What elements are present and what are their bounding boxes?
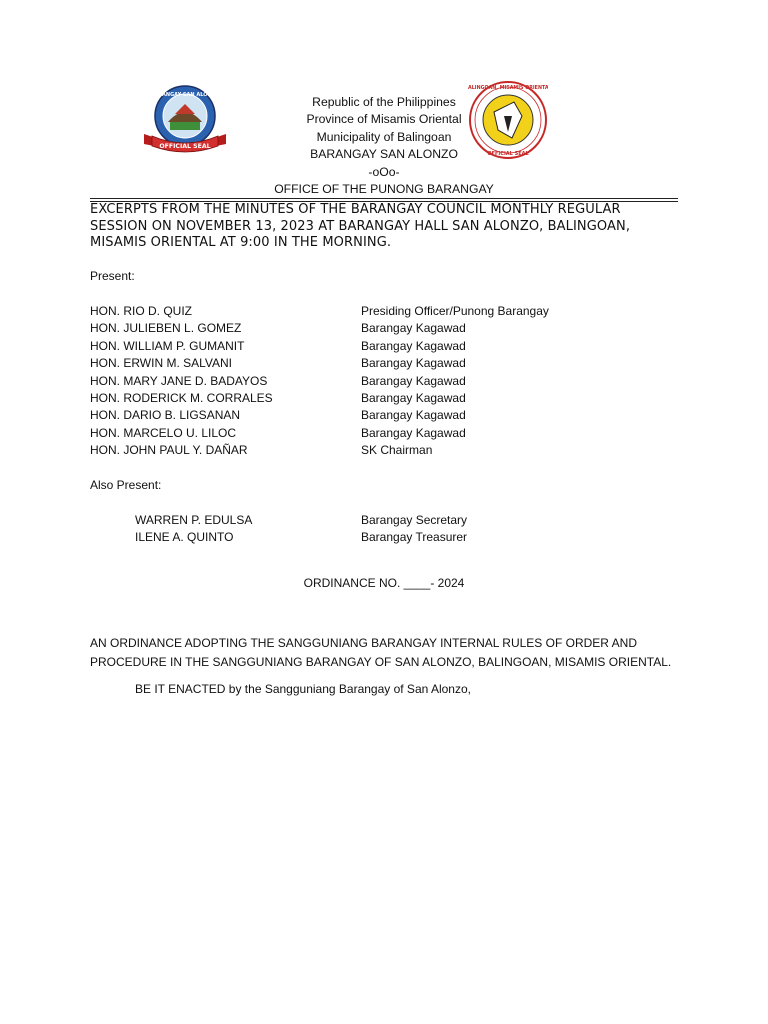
roster-row	[90, 390, 650, 407]
member-role: SK Chairman	[361, 443, 433, 458]
member-role: Barangay Kagawad	[361, 425, 466, 440]
left-seal-banner-text: OFFICIAL SEAL	[159, 143, 211, 150]
excerpt-line: SESSION ON NOVEMBER 13, 2023 AT BARANGAY HALL SAN ALONZO, BALINGOAN,	[90, 218, 631, 234]
member-role: Barangay Kagawad	[361, 408, 466, 423]
member-name: HON. DARIO B. LIGSANAN	[90, 408, 241, 423]
left-seal-ring-text: BARANGAY SAN ALONZO	[150, 92, 220, 98]
member-role: Barangay Kagawad	[361, 390, 466, 405]
member-role: Barangay Treasurer	[361, 530, 468, 545]
letterhead-separator: -oOo-	[368, 164, 400, 179]
barangay-seal-icon	[140, 84, 230, 158]
roster-row	[90, 320, 650, 337]
letterhead-municipality: Municipality of Balingoan	[316, 129, 452, 144]
letterhead-office: OFFICE OF THE PUNONG BARANGAY	[274, 182, 494, 197]
roster-row	[90, 512, 650, 529]
enacting-clause: BE IT ENACTED by the Sangguniang Barangay of San Alonzo,	[135, 682, 471, 696]
member-role: Barangay Secretary	[361, 513, 468, 527]
member-name: HON. WILLIAM P. GUMANIT	[90, 338, 245, 353]
member-role: Barangay Kagawad	[361, 373, 466, 388]
also-present-label: Also Present:	[90, 478, 162, 492]
member-name: WARREN P. EDULSA	[135, 513, 253, 527]
ordinance-number: ORDINANCE NO. ____- 2024	[303, 576, 465, 590]
municipal-seal-icon	[468, 80, 548, 160]
letterhead-province: Province of Misamis Oriental	[306, 112, 462, 127]
ordinance-title	[90, 634, 690, 671]
member-name: HON. MARCELO U. LILOC	[90, 425, 237, 440]
excerpt-line: EXCERPTS FROM THE MINUTES OF THE BARANGAY COUNCIL MONTHLY REGULAR	[90, 202, 621, 217]
roster-row	[90, 425, 650, 442]
excerpt-line: MISAMIS ORIENTAL AT 9:00 IN THE MORNING.	[90, 235, 392, 250]
roster-row	[90, 303, 650, 320]
header-rule-top	[90, 198, 678, 199]
member-name: HON. JOHN PAUL Y. DAÑAR	[90, 443, 248, 458]
present-roster	[90, 303, 650, 460]
member-name: HON. ERWIN M. SALVANI	[90, 356, 233, 371]
ordinance-title-line: AN ORDINANCE ADOPTING THE SANGGUNIANG BARANGAY INTERNAL RULES OF ORDER AND	[90, 636, 637, 650]
letterhead-country: Republic of the Philippines	[312, 95, 456, 109]
member-name: HON. JULIEBEN L. GOMEZ	[90, 321, 242, 336]
roster-row	[90, 442, 650, 459]
also-present-roster	[90, 512, 650, 547]
member-name: HON. RIO D. QUIZ	[90, 304, 192, 318]
roster-row	[90, 338, 650, 355]
letterhead-barangay: BARANGAY SAN ALONZO	[310, 147, 458, 162]
member-name: HON. RODERICK M. CORRALES	[90, 390, 273, 405]
right-seal-ring-text: BALINGOAN, MISAMIS ORIENTAL	[468, 86, 548, 91]
member-role: Barangay Kagawad	[361, 338, 466, 353]
roster-row	[90, 373, 650, 390]
member-role: Presiding Officer/Punong Barangay	[361, 304, 549, 318]
member-role: Barangay Kagawad	[361, 356, 466, 371]
roster-row	[90, 529, 650, 546]
ordinance-title-line: PROCEDURE IN THE SANGGUNIANG BARANGAY OF SAN ALONZO, BALINGOAN, MISAMIS ORIENTAL.	[90, 654, 672, 669]
roster-row	[90, 355, 650, 372]
present-label: Present:	[90, 269, 135, 283]
right-seal-banner-text: OFFICIAL SEAL	[487, 151, 529, 157]
member-name: ILENE A. QUINTO	[135, 530, 234, 545]
member-role: Barangay Kagawad	[361, 321, 466, 336]
minutes-excerpt-heading	[90, 202, 690, 252]
member-name: HON. MARY JANE D. BADAYOS	[90, 373, 268, 388]
roster-row	[90, 407, 650, 424]
